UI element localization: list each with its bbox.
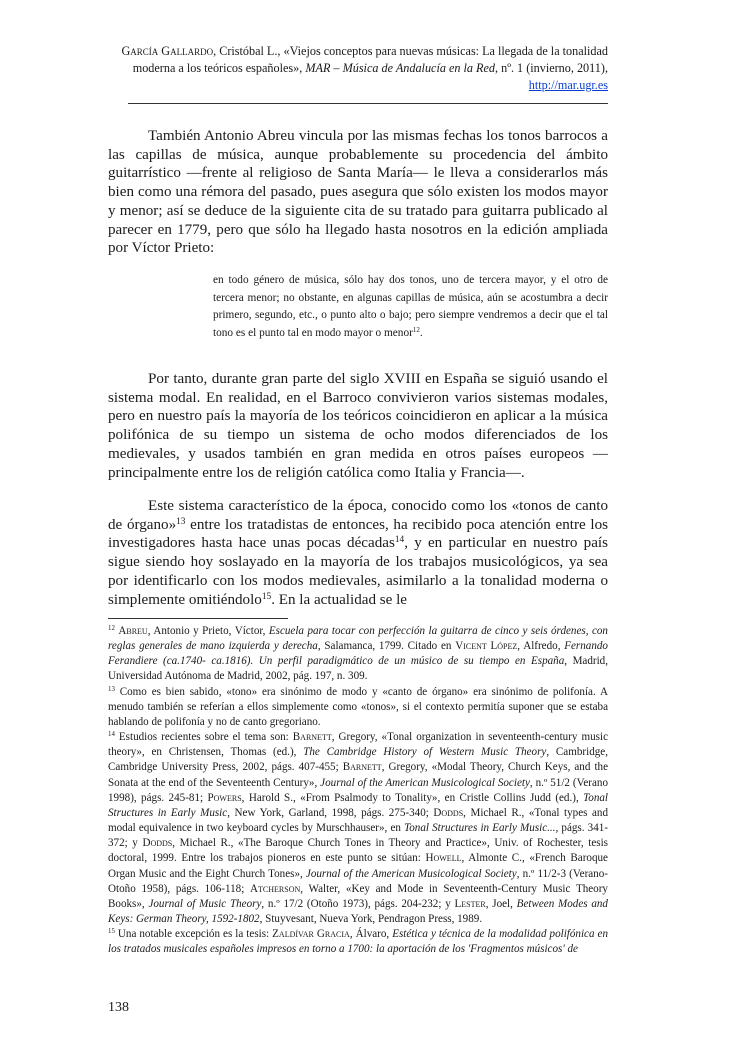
- footnote-author: Vicent López: [455, 640, 518, 653]
- footnote-author: Barnett: [292, 731, 332, 744]
- footnote-text: , págs. 341-372; y: [108, 822, 608, 850]
- footnote-text: , Harold S., «From Psalmody to Tonality», en Cristle Collins Judd (ed.),: [241, 791, 584, 804]
- footnote-text: Como es bien sabido, «tono» era sinónimo de modo y «canto de órgano» era sinónimo de polifonía. A menudo también se referían a ellos simplemente como «tonos», si el contexto permitía suponer que se estaba hablando de polifonía y no de canto gregoriano.: [108, 685, 608, 728]
- footnote-text: , Antonio y Prieto, Víctor,: [147, 625, 269, 637]
- footnote-number: 15: [108, 928, 115, 936]
- paragraph-3-text-d: . En la actualidad se le: [271, 591, 408, 608]
- footnote-text: , n.º 17/2 (Otoño 1973), págs. 204-232; y: [261, 897, 455, 910]
- footnote-13: [108, 685, 608, 730]
- block-quote: en todo género de música, sólo hay dos tonos, uno de tercera mayor, y el otro de tercera menor; no obstante, en algunas capillas de música, aún se acostumbra a decir primero, segundo, etc., o punto alto o bajo; pero siempre vendremos a decir que el tal tono es el punto tal en modo mayor o menor$^{12}$.: [213, 274, 608, 339]
- footnote-author: Abreu: [118, 625, 148, 637]
- paragraph-1-text: También Antonio Abreu vincula por las mismas fechas los tonos barrocos a las capillas de música, aunque probablemente su procedencia del ámbito guitarrístico —frente al religioso de Santa María— le lleva a considerarlos más bien como una rémora del pasado, pues asegura que sólo existen los modos mayor y menor; así se deduce de la siguiente cita de su tratado para guitarra publicado al parecer en 1779, pero que sólo ha llegado hasta nosotros en la edición ampliada por Víctor Prieto:: [108, 128, 608, 257]
- footnote-title: Fernando Ferandiere (ca.1740- ca.1816). Un perfil paradigmático de un músico de su tiempo en España: [108, 640, 608, 668]
- footnote-text: , n.º 51/2 (Verano 1998), págs. 245-81;: [108, 776, 608, 804]
- footnote-author: Howell: [425, 852, 462, 865]
- footnote-title: Tonal Structures in Early Music: [108, 791, 608, 819]
- footnote-text: , Almonte C., «French Baroque Organ Music and the Eight Church Tones»,: [108, 852, 608, 880]
- footnote-text: Estudios recientes sobre el tema son:: [118, 731, 293, 744]
- footnote-text: Una notable excepción es la tesis:: [117, 928, 273, 941]
- footnote-text: , Álvaro,: [349, 928, 393, 941]
- footnote-author: Zaldívar Gracia: [272, 928, 350, 941]
- footnote-title: Between Modes and Keys: German Theory, 1592-1802: [108, 897, 608, 925]
- footnote-author: Lester: [454, 897, 486, 910]
- footnote-text: , Cambridge, Cambridge University Press, 2002, págs. 407-455;: [108, 746, 608, 774]
- footnote-ref-14[interactable]: 14: [394, 535, 405, 546]
- footnote-text: , Madrid, Universidad Autónoma de Madrid, 2002, pág. 197, n. 309.: [108, 655, 608, 683]
- footnote-text: , Salamanca, 1799. Citado en: [317, 640, 456, 653]
- footnote-separator: [108, 618, 288, 619]
- footnote-text: , Michael R., «Tonal types and modal equivalence in two keyboard cycles by Murschhauser», en: [108, 806, 608, 835]
- block-quote-text: en todo género de música, sólo hay dos tonos, uno de tercera mayor, y el otro de tercera menor; no obstante, en algunas capillas de música, aún se acostumbra a decir primero, segundo, etc., o punto alto o bajo; pero siempre vendremos a decir que el tal tono es el punto tal en modo mayor o menor: [213, 274, 608, 339]
- footnote-text: , Alfredo,: [517, 640, 565, 653]
- header-author: García Gallardo: [121, 44, 214, 58]
- footnotes: [108, 624, 608, 957]
- footnote-author: Powers: [207, 791, 242, 804]
- footnote-title: Estética y técnica de la modalidad polifónica en los tratados musicales españoles impresos en torno a 1700: la aportación de los 'Fragmentos músicos' de: [108, 928, 609, 956]
- footnote-12: [108, 624, 608, 685]
- footnote-15: [108, 927, 608, 957]
- header-issue: , nº. 1 (invierno, 2011),: [495, 61, 608, 75]
- footnote-title: Tonal Structures in Early Music...: [404, 822, 556, 835]
- footnote-text: , Michael R., «The Baroque Church Tones in Theory and Practice», Univ. of Rochester, tesis doctoral, 1999. Entre los trabajos pioneros en este punto se sitúan:: [108, 837, 608, 865]
- footnote-title: The Cambridge History of Western Music Theory: [303, 746, 547, 759]
- footnote-author: Dodds: [142, 837, 173, 850]
- footnote-author: Atcherson: [250, 882, 301, 895]
- paragraph-2-text-a: Por tanto, durante gran parte del siglo: [148, 371, 384, 387]
- footnote-number: 14: [108, 731, 115, 739]
- footnote-title: Escuela para tocar con perfección la guitarra de cinco y seis órdenes, con reglas generales de mano izquierda y derecha: [108, 625, 608, 653]
- paragraph-2: [108, 370, 608, 482]
- footnote-14: [108, 730, 608, 927]
- footnote-author: Dodds: [433, 806, 464, 819]
- header-url-link[interactable]: http://mar.ugr.es: [528, 78, 608, 92]
- footnote-title: Journal of the American Musicological Society: [305, 867, 517, 880]
- paragraph-3-text-a: Este sistema característico de la época, conocido como los «tonos de canto de órgano»: [108, 498, 608, 533]
- footnote-text: , Stuyvesant, Nueva York, Pendragon Press, 1989.: [259, 912, 483, 925]
- footnote-number: 12: [108, 625, 115, 633]
- footnote-title: Journal of the American Musicological Society: [320, 776, 530, 789]
- paragraph-3-text-b: entre los tratadistas de entonces, ha recibido poca atención entre los investigadores hasta hace unas pocas décadas: [108, 516, 608, 552]
- footnote-author: Barnett: [342, 761, 382, 774]
- footnote-text: , New York, Garland, 1998, págs. 275-340;: [227, 806, 434, 819]
- footnote-text: , Joel,: [485, 897, 517, 910]
- footnote-text: , Gregory, «Modal Theory, Church Keys, and the Sonata at the end of the Seventeenth Century»,: [108, 761, 609, 789]
- paragraph-2-text-b: en España se siguió usando el sistema modal. En realidad, en el Barroco convivieron varios sistemas modales, pero en nuestro país la mayoría de los teóricos coincidieron en aplicar a la música polifónica de su tiempo un sistema de ocho modos diferenciados de los medievales, y usados también en gran medida en otros países europeos —principalmente entre los de religión católica como Italia y Francia—.: [108, 371, 608, 481]
- footnote-text: , Gregory, «Tonal organization in seventeenth-century music theory», en Christensen, Thomas (ed.),: [108, 731, 608, 759]
- page-number: 138: [108, 1000, 129, 1015]
- century-numeral: XVIII: [383, 371, 421, 387]
- paragraph-3-text-c: , y en particular en nuestro país sigue siendo hoy soslayado en la mayoría de los trabajos musicológicos, ya sea por identificarlo con los modos medievales, asimilarlo a la tonalidad moderna o simplemente omitiéndolo: [108, 535, 608, 608]
- header-rule: [128, 103, 608, 104]
- header-citation: , Cristóbal L., «Viejos conceptos para nuevas músicas: La llegada de la tonalidad moderna a los teóricos españoles»,: [132, 44, 608, 75]
- footnote-ref-12[interactable]: 12: [412, 325, 420, 334]
- paragraph-3: [108, 497, 608, 609]
- running-header: [120, 43, 608, 94]
- footnote-text: , n.º 11/2-3 (Verano-Otoño 1958), págs. 106-118;: [108, 867, 608, 895]
- footnote-number: 13: [108, 685, 115, 693]
- footnote-ref-13[interactable]: 13: [176, 516, 186, 527]
- footnote-ref-15[interactable]: 15: [261, 591, 272, 602]
- header-journal: MAR – Música de Andalucía en la Red: [305, 61, 495, 75]
- footnote-text: , Walter, «Key and Mode in Seventeenth-Century Music Theory Books»,: [108, 882, 608, 910]
- paragraph-1: [108, 127, 608, 258]
- footnote-title: Journal of Music Theory: [148, 897, 262, 910]
